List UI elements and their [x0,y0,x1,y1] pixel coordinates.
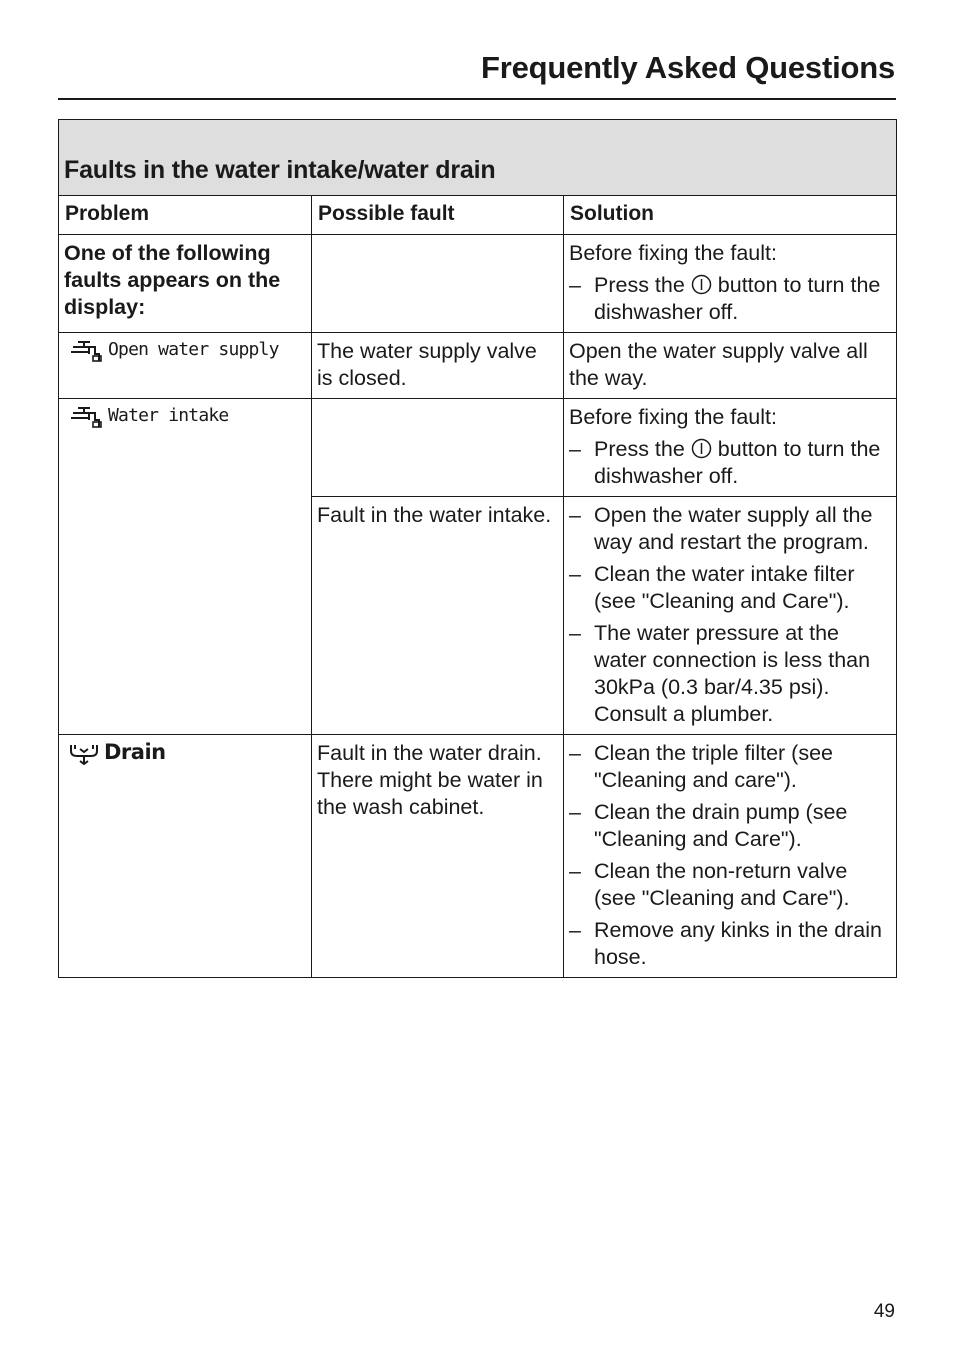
solution-list [569,272,891,326]
solution-intro: Before fixing the fault: [569,241,777,265]
column-header-solution: Solution [564,196,897,235]
drain-icon [69,742,99,766]
display-message-text: Drain [104,740,166,764]
problem-text: One of the following faults appears on the display: [64,241,281,319]
fault-cell [312,497,564,735]
solution-item: – The water pressure at the water connection is less than 30kPa (0.3 bar/4.35 psi). Consult a plumber. [569,620,891,728]
power-icon [691,438,712,459]
power-icon [691,274,712,295]
solution-cell [564,497,897,735]
solution-cell [564,399,897,497]
solution-item-text: Press the [594,437,685,461]
solution-list [569,502,891,728]
solution-list [569,740,891,971]
fault-text: The water supply valve is closed. [317,339,537,390]
solution-list [569,436,891,490]
fault-cell [312,735,564,978]
fault-text: Fault in the water intake. [317,503,552,527]
solution-cell [564,735,897,978]
faults-table [58,119,897,978]
column-header-problem: Problem [59,196,312,235]
title-divider [58,98,896,100]
display-message [64,740,306,766]
problem-cell [59,235,312,333]
solution-text: Open the water supply valve all the way. [569,339,868,390]
fault-cell [312,235,564,333]
solution-cell [564,235,897,333]
fault-text: Fault in the water drain. There might be water in the wash cabinet. [317,741,543,819]
tap-icon [69,406,103,428]
tap-icon [69,340,103,362]
column-header-row [59,196,897,235]
solution-item-text: button to turn the dishwasher off. [594,437,881,488]
problem-cell [59,735,312,978]
display-message-text: Open water supply [108,339,279,360]
solution-item: – Clean the water intake filter (see "Cleaning and Care"). [569,561,891,615]
solution-item: – Remove any kinks in the drain hose. [569,917,891,971]
solution-cell [564,333,897,399]
problem-cell [59,399,312,735]
table-row [59,235,897,333]
page-number: 49 [873,1301,895,1322]
fault-cell [312,333,564,399]
fault-cell [312,399,564,497]
column-header-fault: Possible fault [312,196,564,235]
solution-item: – Clean the non-return valve (see "Cleaning and Care"). [569,858,891,912]
display-message [64,338,306,362]
solution-item: – Clean the drain pump (see "Cleaning and Care"). [569,799,891,853]
solution-item [569,272,891,326]
display-message-text: Water intake [108,405,229,426]
solution-item [569,436,891,490]
section-title: Faults in the water intake/water drain [64,156,496,184]
table-row [59,399,897,497]
solution-item-text: button to turn the dishwasher off. [594,273,881,324]
table-row [59,333,897,399]
solution-intro: Before fixing the fault: [569,405,777,429]
problem-cell [59,333,312,399]
section-header [59,120,897,196]
page-title: Frequently Asked Questions [481,50,895,85]
solution-item: – Open the water supply all the way and restart the program. [569,502,891,556]
solution-item: – Clean the triple filter (see "Cleaning and care"). [569,740,891,794]
solution-item-text: Press the [594,273,685,297]
display-message [64,404,306,428]
table-row [59,735,897,978]
